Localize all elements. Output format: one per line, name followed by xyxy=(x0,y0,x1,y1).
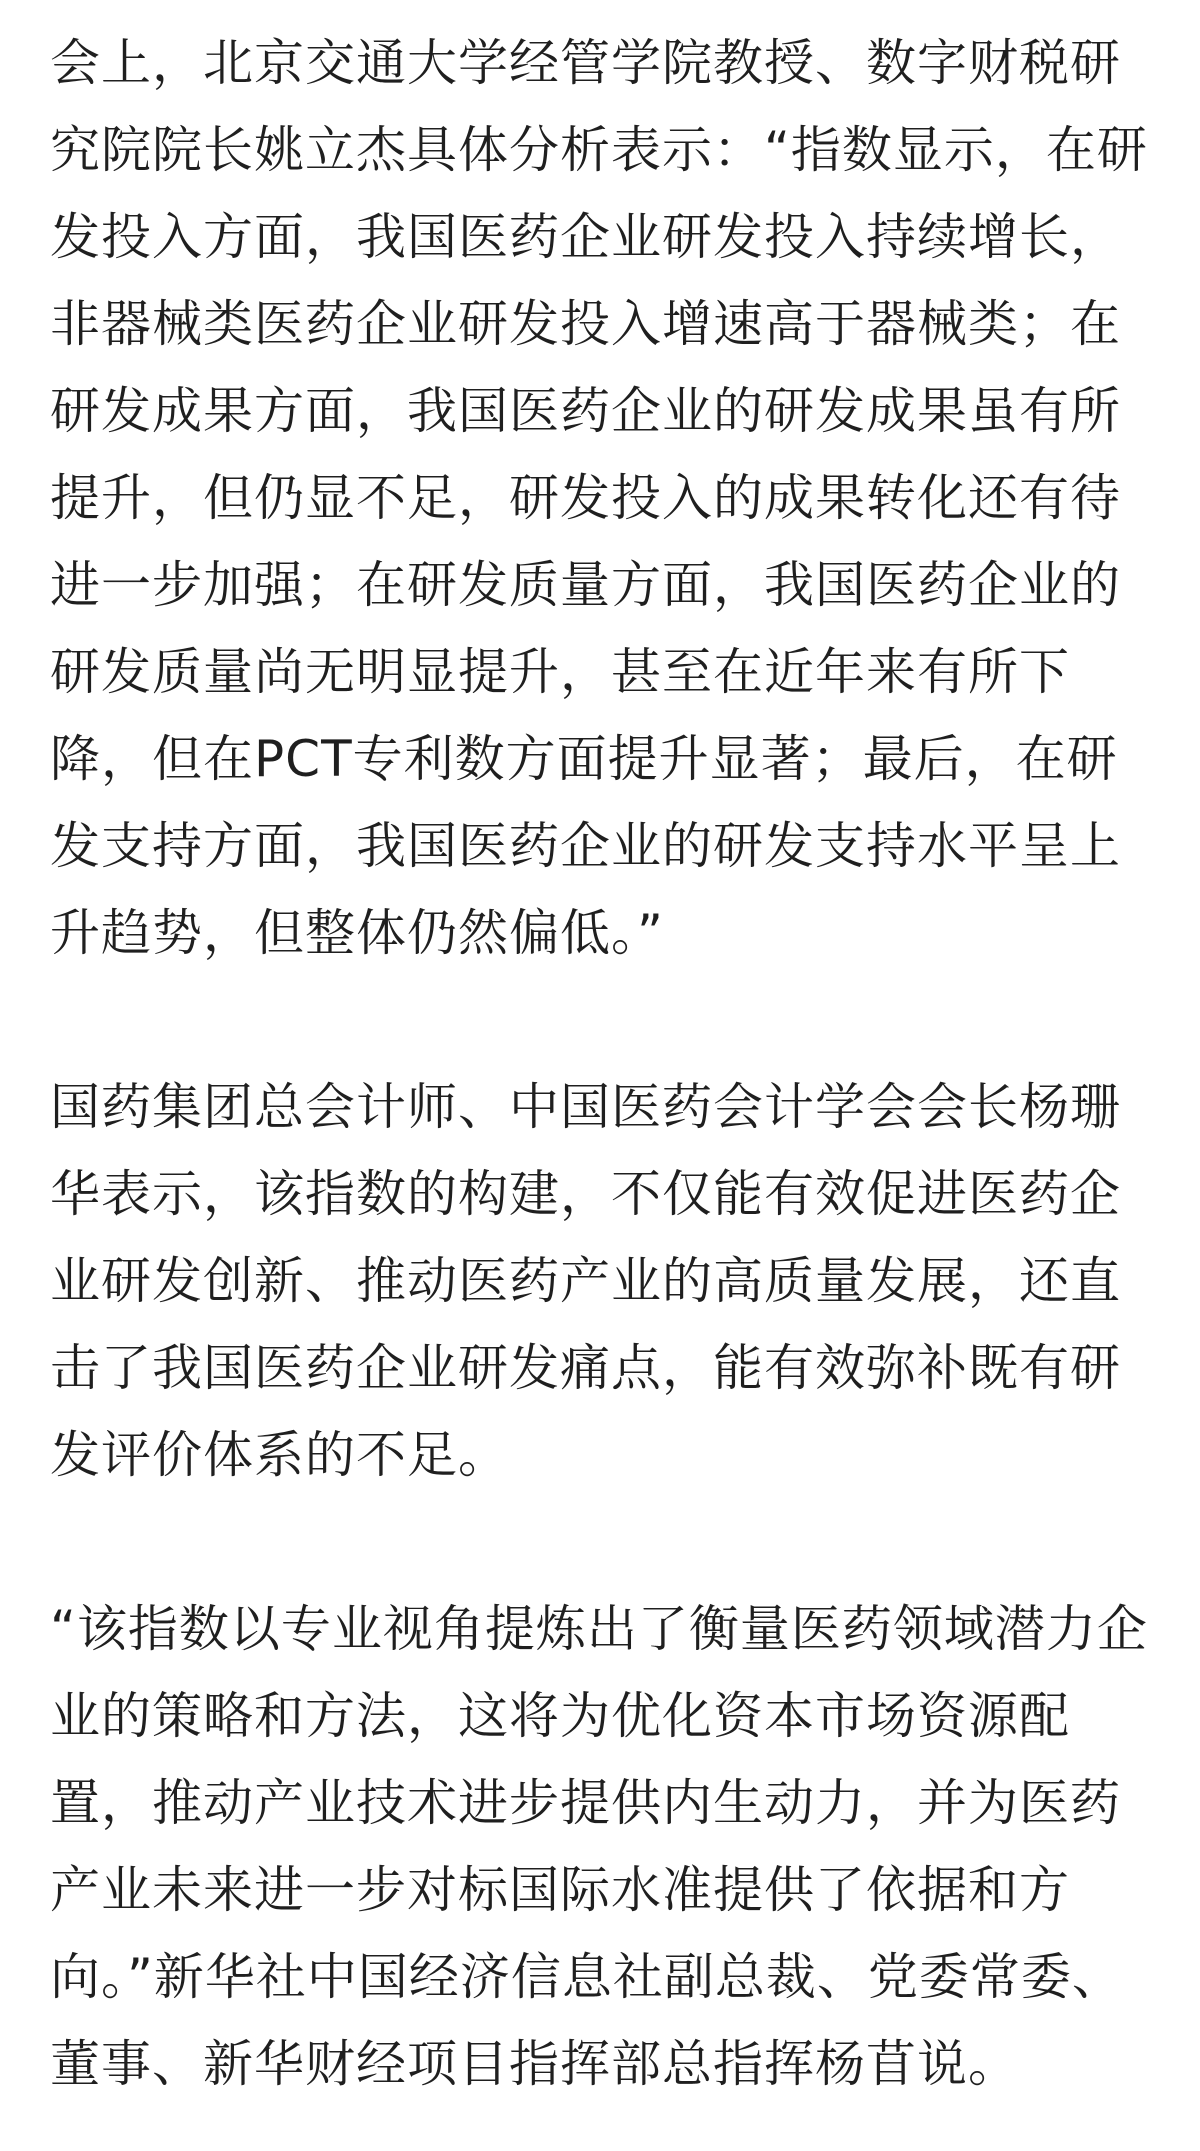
text-line: 国药集团总会计师、中国医药会计学会会长杨珊 xyxy=(50,1078,1121,1136)
text-line: 董事、新华财经项目指挥部总指挥杨苜说。 xyxy=(50,2035,1019,2093)
text-line: 发投入方面，我国医药企业研发投入持续增长， xyxy=(50,208,1121,266)
text-line: 研发成果方面，我国医药企业的研发成果虽有所 xyxy=(50,382,1121,440)
paragraph-spacer xyxy=(50,977,1160,1064)
text-line: 华表示，该指数的构建，不仅能有效促进医药企 xyxy=(50,1165,1121,1223)
text-line: 产业未来进一步对标国际水准提供了依据和方 xyxy=(50,1861,1070,1919)
text-line: 会上，北京交通大学经管学院教授、数字财税研 xyxy=(50,34,1121,92)
paragraph-2 xyxy=(50,1064,1160,1499)
text-line: 研发质量尚无明显提升，甚至在近年来有所下 xyxy=(50,643,1070,701)
text-line: 究院院长姚立杰具体分析表示：“指数显示，在研 xyxy=(50,121,1148,179)
text-line: 向。”新华社中国经济信息社副总裁、党委常委、 xyxy=(50,1948,1123,2006)
text-line: 提升，但仍显不足，研发投入的成果转化还有待 xyxy=(50,469,1121,527)
text-line: 进一步加强；在研发质量方面，我国医药企业的 xyxy=(50,556,1121,614)
text-line: 降，但在PCT专利数方面提升显著；最后，在研 xyxy=(50,730,1118,788)
text-line: 发评价体系的不足。 xyxy=(50,1426,509,1484)
paragraph-1 xyxy=(50,20,1160,977)
text-line: 业的策略和方法，这将为优化资本市场资源配 xyxy=(50,1687,1070,1745)
text-line: 发支持方面，我国医药企业的研发支持水平呈上 xyxy=(50,817,1121,875)
text-line: 置，推动产业技术进步提供内生动力，并为医药 xyxy=(50,1774,1121,1832)
text-line: 非器械类医药企业研发投入增速高于器械类；在 xyxy=(50,295,1121,353)
text-line: 业研发创新、推动医药产业的高质量发展，还直 xyxy=(50,1252,1121,1310)
text-line: “该指数以专业视角提炼出了衡量医药领域潜力企 xyxy=(50,1600,1148,1658)
article-body xyxy=(50,20,1160,2108)
paragraph-3 xyxy=(50,1586,1160,2108)
paragraph-spacer xyxy=(50,1499,1160,1586)
text-line: 击了我国医药企业研发痛点，能有效弥补既有研 xyxy=(50,1339,1121,1397)
text-line: 升趋势，但整体仍然偏低。” xyxy=(50,904,664,962)
